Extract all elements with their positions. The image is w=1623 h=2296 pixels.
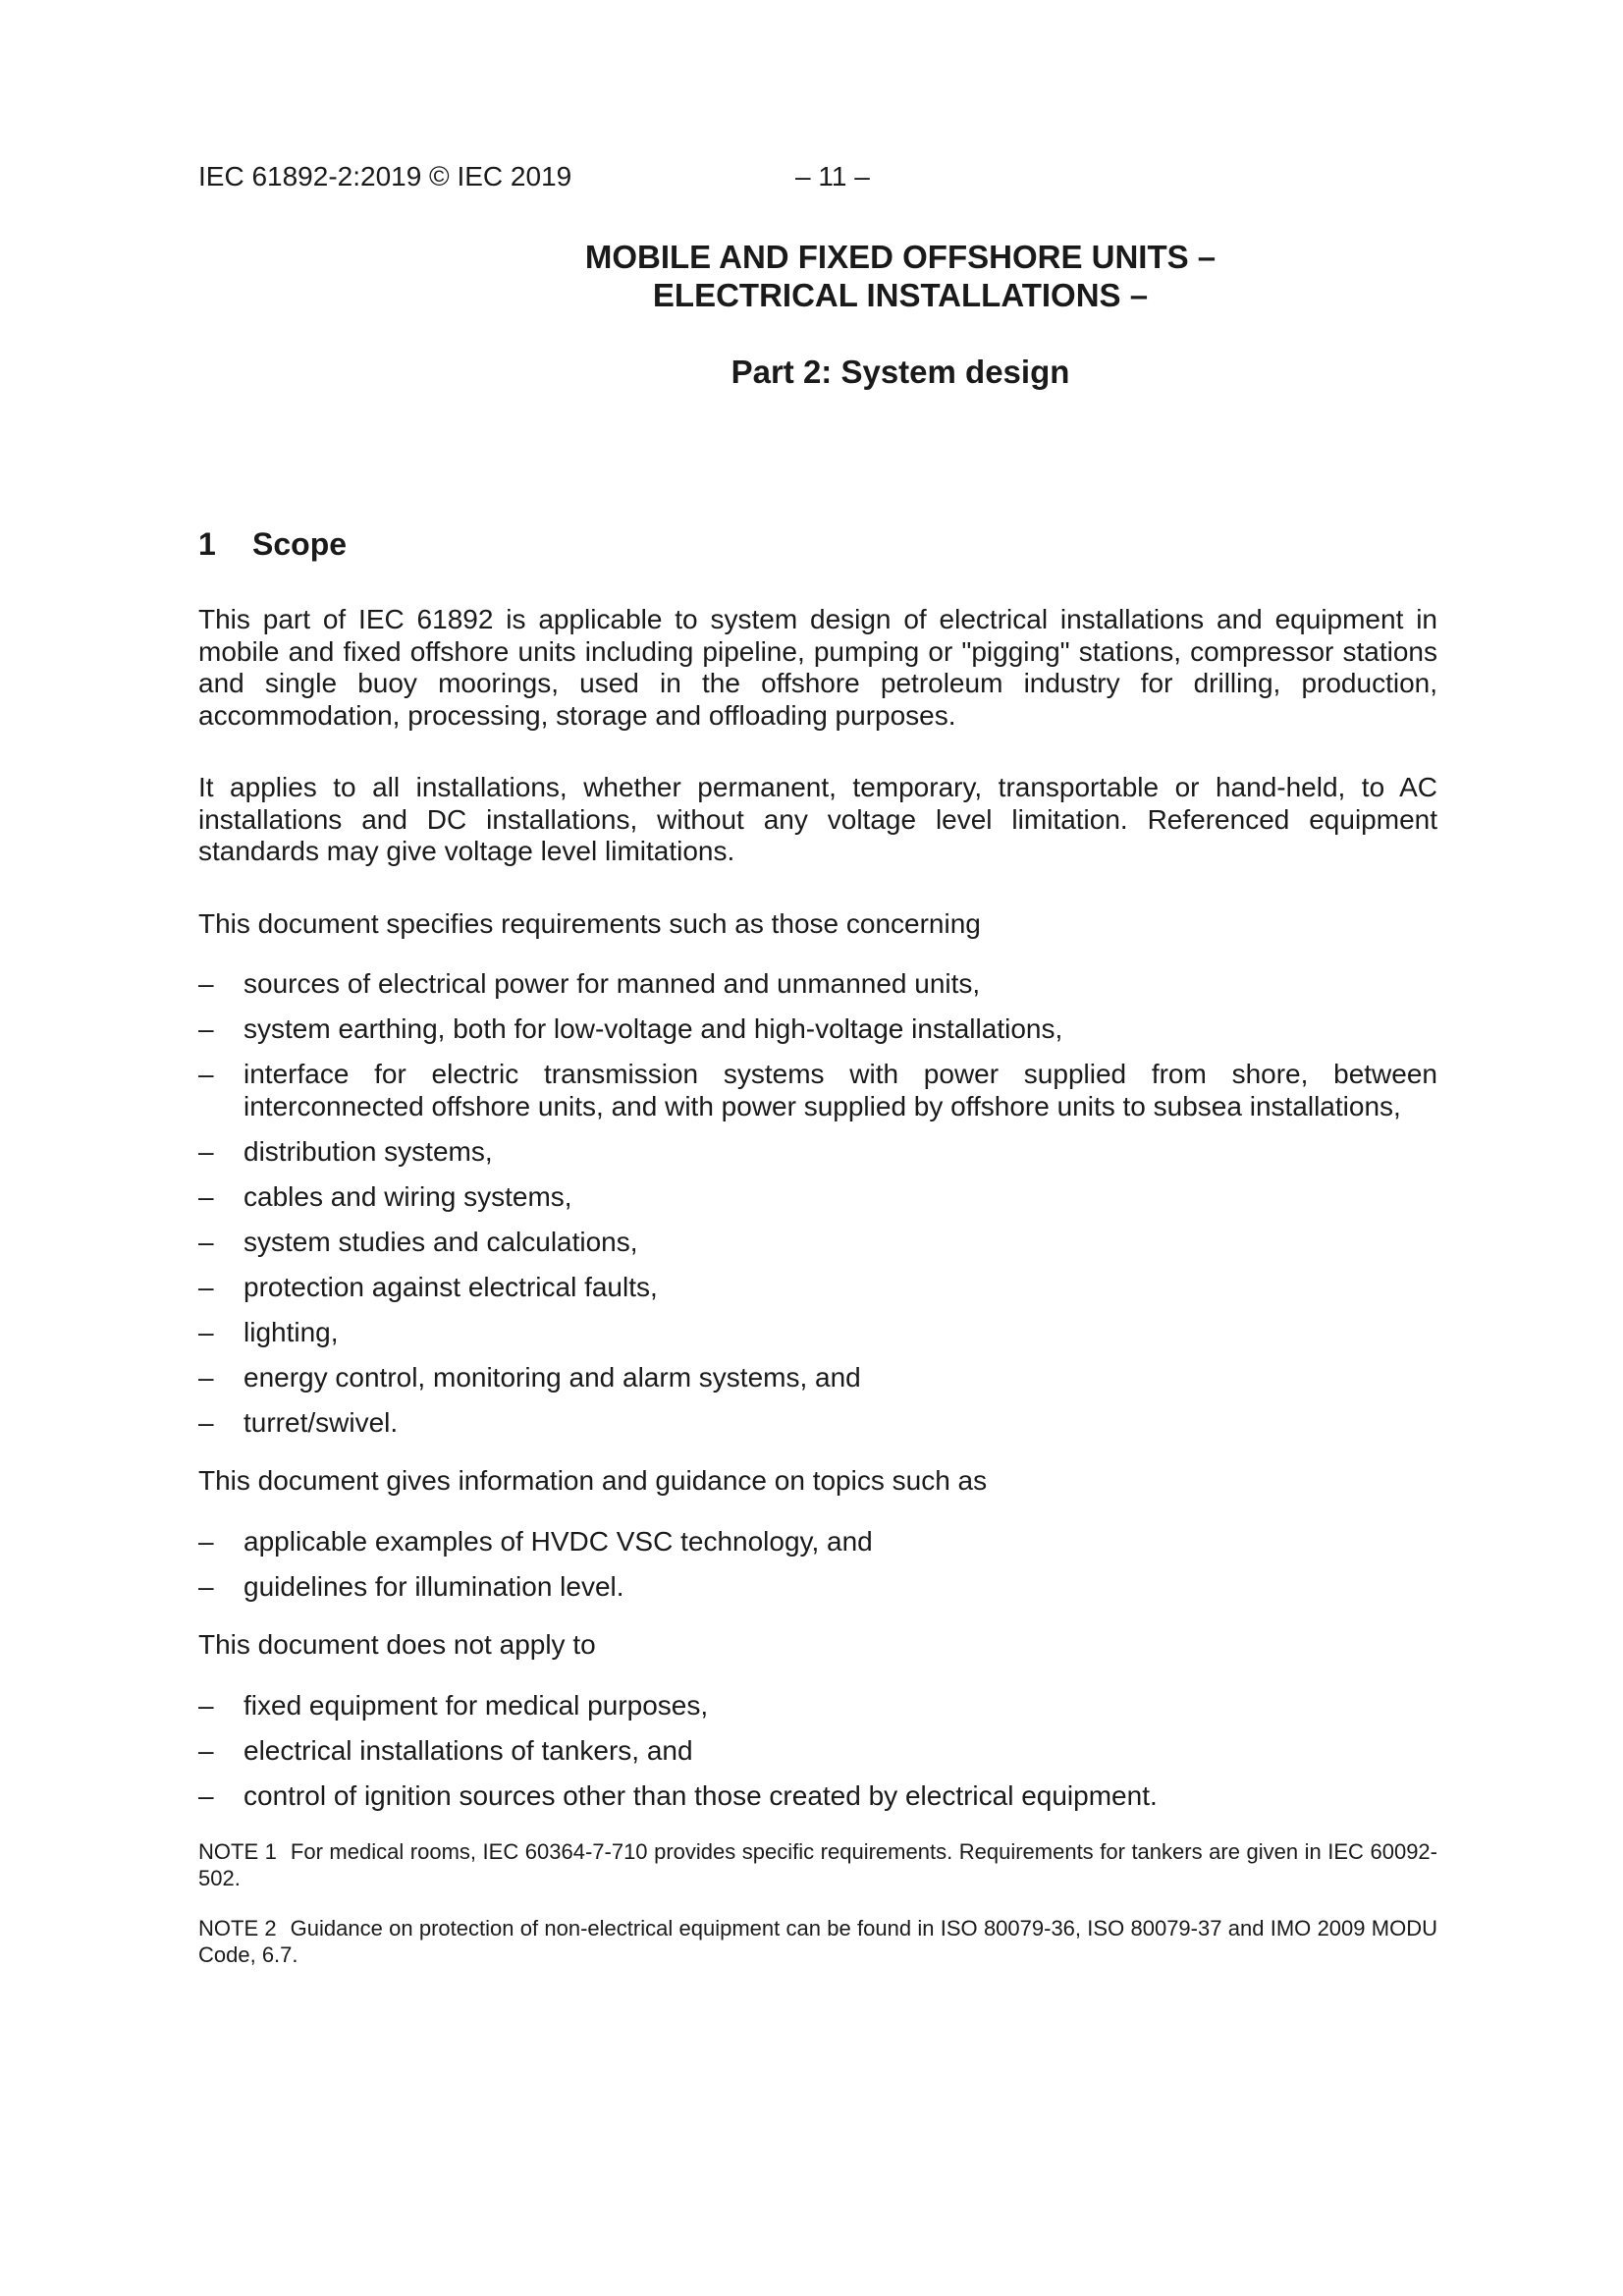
- dash-marker: –: [198, 1180, 214, 1212]
- part-title: Part 2: System design: [730, 354, 1070, 390]
- dash-marker: –: [198, 1525, 214, 1557]
- guidance-list: [198, 1526, 1437, 1604]
- scope-section: [198, 525, 1437, 1992]
- title-line-1: MOBILE AND FIXED OFFSHORE UNITS –: [584, 239, 1217, 275]
- list-item: – system earthing, both for low-voltage and high-voltage installations,: [198, 1013, 1063, 1044]
- note-text: For medical rooms, IEC 60364-7-710 provides specific requirements. Requirements for tankers are given in IEC 60092-502.: [198, 1839, 1437, 1890]
- dash-marker: –: [198, 968, 214, 999]
- dash-marker: –: [198, 1059, 214, 1089]
- dash-marker: –: [198, 1316, 214, 1347]
- note-label: NOTE 2: [198, 1916, 277, 1941]
- exclusions-intro: This document does not apply to: [198, 1629, 596, 1660]
- note-2: [198, 1915, 1437, 1968]
- dash-marker: –: [198, 1013, 214, 1044]
- list-item: – electrical installations of tankers, and: [198, 1734, 693, 1766]
- clause-title: Scope: [252, 526, 348, 562]
- list-item: – cables and wiring systems,: [198, 1180, 572, 1212]
- page-number: – 11 –: [795, 161, 870, 191]
- note-1: [198, 1838, 1437, 1891]
- dash-marker: –: [198, 1734, 214, 1766]
- dash-marker: –: [198, 1779, 214, 1811]
- list-item: – applicable examples of HVDC VSC technology, and: [198, 1525, 873, 1557]
- list-item: – control of ignition sources other than those created by electrical equipment.: [198, 1779, 1158, 1811]
- title-line-2: ELECTRICAL INSTALLATIONS –: [652, 277, 1149, 313]
- list-item: – lighting,: [198, 1316, 339, 1347]
- clause-heading: [198, 525, 1437, 563]
- list-item: – fixed equipment for medical purposes,: [198, 1689, 709, 1721]
- dash-marker: –: [198, 1570, 214, 1602]
- clause-number: 1: [198, 526, 216, 562]
- list-item: – protection against electrical faults,: [198, 1271, 658, 1302]
- dash-marker: –: [198, 1689, 214, 1721]
- list-item: – turret/swivel.: [198, 1406, 399, 1438]
- document-title: [198, 238, 1437, 391]
- dash-marker: –: [198, 1406, 214, 1438]
- exclusions-list: [198, 1690, 1437, 1813]
- scope-paragraph-1: This part of IEC 61892 is applicable to system design of electrical installations and equipment in mobile and fixed offshore units including pipeline, pumping or "pigging" stations, compressor stations and single buoy moorings, used in the offshore petroleum industry for drilling, production, accommodation, processing, storage and offloading purposes.: [198, 604, 1437, 731]
- dash-marker: –: [198, 1135, 214, 1167]
- note-text: Guidance on protection of non-electrical equipment can be found in ISO 80079-36, ISO 80079-37 and IMO 2009 MODU Code, 6.7.: [198, 1916, 1438, 1967]
- scope-paragraph-2: It applies to all installations, whether permanent, temporary, transportable or hand-held, to AC installations and DC installations, without any voltage level limitation. Referenced equipment standards may give voltage level limitations.: [198, 772, 1437, 866]
- document-reference: IEC 61892-2:2019 © IEC 2019: [198, 161, 572, 191]
- list-item: – system studies and calculations,: [198, 1226, 638, 1257]
- list-item: – distribution systems,: [198, 1135, 493, 1167]
- list-item: – guidelines for illumination level.: [198, 1570, 624, 1602]
- list-item: – interface for electric transmission systems with power supplied from shore, between interconnected offshore units, and with power supplied by offshore units to subsea installations,: [198, 1059, 1437, 1121]
- list-item: – energy control, monitoring and alarm systems, and: [198, 1361, 861, 1393]
- note-label: NOTE 1: [198, 1839, 277, 1864]
- guidance-intro: This document gives information and guidance on topics such as: [198, 1465, 988, 1496]
- dash-marker: –: [198, 1271, 214, 1302]
- list-item: – sources of electrical power for manned and unmanned units,: [198, 968, 981, 999]
- requirements-intro: This document specifies requirements such as those concerning: [198, 907, 981, 939]
- dash-marker: –: [198, 1361, 214, 1393]
- dash-marker: –: [198, 1226, 214, 1257]
- requirements-list: [198, 968, 1437, 1439]
